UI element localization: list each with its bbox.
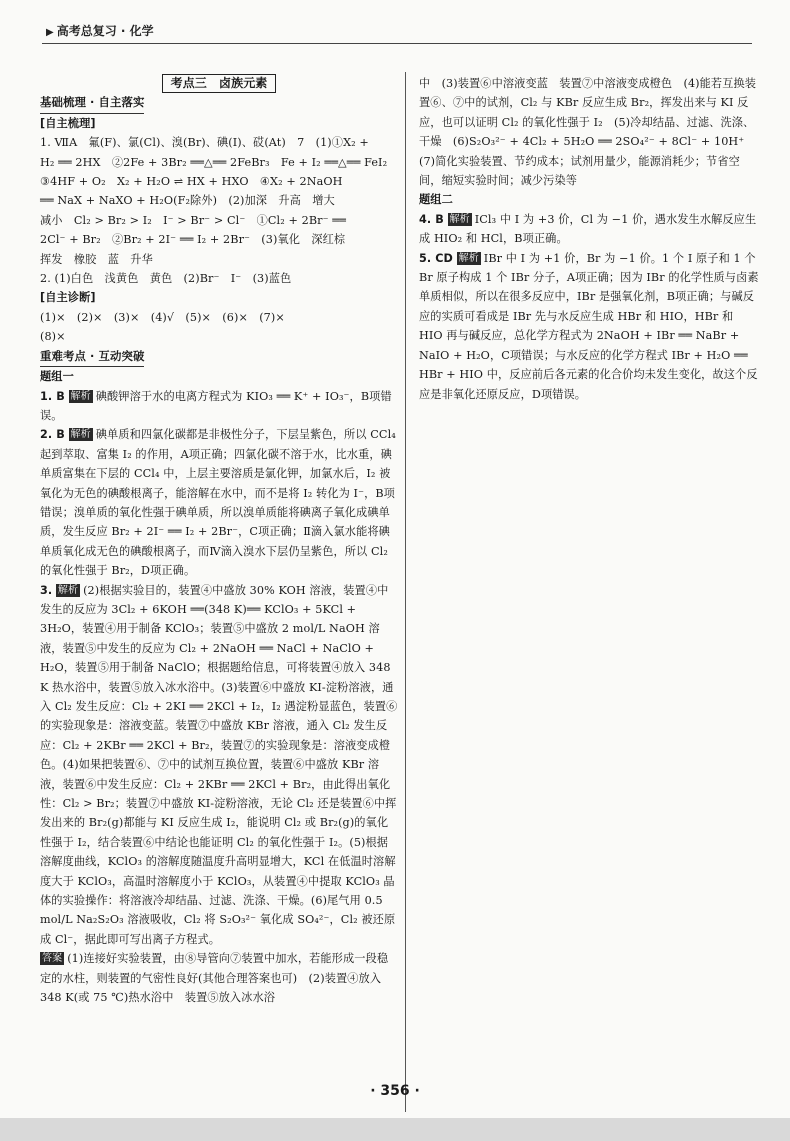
answer-line: H₂ ══ 2HX ②2Fe + 3Br₂ ══△══ 2FeBr₃ Fe + I₂ ══△══ FeI₂ — [40, 155, 388, 169]
header-title: 高考总复习 · 化学 — [56, 24, 154, 38]
answer-tag: 答案 — [42, 953, 63, 965]
page-number: · 356 · — [370, 1083, 420, 1099]
header-rule — [42, 43, 752, 44]
question-3 — [40, 581, 398, 950]
analysis-tag: 解析 — [57, 584, 79, 596]
analysis-tag: 解析 — [70, 429, 91, 441]
answer-line: 挥发 橡胶 蓝 升华 — [40, 252, 153, 266]
column-divider — [405, 72, 406, 1112]
right-column — [419, 74, 759, 404]
answer-line: 2Cl⁻ + Br₂ ②Br₂ + 2I⁻ ══ I₂ + 2Br⁻ (3)氧化 深红棕 — [40, 233, 346, 247]
answer-line: ③4HF + O₂ X₂ + H₂O ⇌ HX + HXO ④X₂ + 2NaOH — [40, 175, 343, 189]
analysis-tag: 解析 — [458, 252, 479, 264]
diagnosis-line: (8)× — [40, 330, 66, 344]
answer-line: ══ NaX + NaXO + H₂O(F₂除外) (2)加深 升高 增大 — [40, 194, 335, 208]
group-one-label: 题组一 — [40, 370, 74, 384]
footer-band — [0, 1118, 790, 1141]
question-number: 1. B — [40, 389, 65, 403]
question-number: 2. B — [40, 428, 65, 442]
heading-key-points: 重难考点 · 互动突破 — [40, 347, 144, 367]
sub-self-diagnosis: [自主诊断] — [40, 291, 96, 305]
answer-3 — [40, 949, 398, 1007]
analysis-tag: 解析 — [70, 390, 91, 402]
question-number: 3. — [40, 583, 53, 597]
answer-text: (1)连接好实验装置，由⑧导管向⑦装置中加水，若能形成一段稳定的水柱，则装置的气密性良好(其他合理答案也可) (2)装置④放入 348 K(或 75 ℃)热水浴中 装置⑤放入冰水浴 — [40, 952, 389, 1005]
question-text: (2)根据实验目的，装置④中盛放 30% KOH 溶液，装置④中发生的反应为 3Cl₂ + 6KOH ══(348 K)══ KClO₃ + 5KCl + 3H₂O，装置④用于制备 KClO₃；装置⑤中盛放 2 mol/L NaOH 溶液，装置⑤中发生的反应为 Cl₂ + 2NaOH ══ NaCl + NaClO + H₂O，装置⑤用于制备 NaClO；根据题给信息，可将装置④放入 348 K 热水浴中，装置⑤放入冰水浴中。(3)装置⑥中盛放 KI-淀粉溶液，通入 Cl₂ 发生反应：Cl₂ + 2KI ══ 2KCl + I₂，I₂ 遇淀粉显蓝色，装置⑥的实验现象是：溶液变蓝。装置⑦中盛放 KBr 溶液，通入 Cl₂ 发生反应：Cl₂ + 2KBr ══ 2KCl + Br₂，装置⑦的实验现象是：溶液变成橙色。(4)如果把装置⑥、⑦中的试剂互换位置，装置⑥中盛放 KBr 溶液，装置⑥中发生反应：Cl₂ + 2KBr ══ 2KCl + Br₂，由此得出氧化性：Cl₂ > Br₂；装置⑦中盛放 KI-淀粉溶液，无论 Cl₂ 还是装置⑥中挥发出来的 Br₂(g)都能与 KI 反应生成 I₂，能说明 Cl₂ 或 Br₂(g)的氧化性强于 I₂，结合装置⑥中结论也能证明 Cl₂ 的氧化性强于 I₂。(5)根据溶解度曲线，KClO₃ 的溶解度随温度升高明显增大，KCl 在低温时溶解度大于 KClO₃，高温时溶解度小于 KClO₃，从装置④中提取 KClO₃ 晶体的实验操作：将溶液冷却结晶、过滤、洗涤、干燥。(6)尾气用 0.5 mol/L Na₂S₂O₃ 溶液吸收，Cl₂ 将 S₂O₃²⁻ 氧化成 SO₄²⁻，Cl₂ 被还原成 Cl⁻，据此即可写出离子方程式。 — [40, 583, 398, 946]
question-4 — [419, 210, 759, 249]
running-header — [46, 22, 746, 39]
answer-line: 1. ⅦA 氟(F)、氯(Cl)、溴(Br)、碘(I)、砹(At) 7 (1)①X₂ + — [40, 136, 369, 150]
section-title-box — [40, 74, 398, 93]
left-column — [40, 74, 398, 1008]
section-title: 考点三 卤族元素 — [162, 74, 277, 93]
question-number: 5. CD — [419, 251, 453, 265]
question-1 — [40, 387, 398, 426]
question-text: 碘单质和四氯化碳都是非极性分子，下层呈紫色，所以 CCl₄ 起到萃取、富集 I₂ 的作用，A项正确；四氯化碳不溶于水，比水重，碘单质富集在下层的 CCl₄ 中，上层主要溶质是氯化钾，加氯水后，I₂ 被氧化为无色的碘酸根离子，能溶解在水中，而不是将 I₂ 转化为 I⁻，B项错误；溴单质的氧化性强于碘单质，所以溴单质能将碘离子氧化成碘单质，发生反应 Br₂ + 2I⁻ ══ I₂ + 2Br⁻，C项正确；Ⅱ滴入氯水能将碘单质氧化成无色的碘酸根离子，而Ⅳ滴入溴水下层仍呈紫色，所以 Cl₂ 的氧化性强于 Br₂，D项正确。 — [40, 428, 396, 578]
question-number: 4. B — [419, 212, 444, 226]
sub-self-review: [自主梳理] — [40, 116, 96, 130]
question-text: IBr 中 I 为 +1 价，Br 为 −1 价。1 个 I 原子和 1 个 Br 原子构成 1 个 IBr 分子，A项正确；因为 IBr 的化学性质与卤素单质相似，所以在很多反应中，IBr 是强氧化剂，B项正确；与碱反应的实质可看成是 IBr 先与水反应生成 HBr 和 HIO，HBr 和 HIO 再与碱反应，总化学方程式为 2NaOH + IBr ══ NaBr + NaIO + H₂O，C项错误；与水反应的化学方程式 IBr + H₂O ══ HBr + HIO 中，反应前后各元素的化合价均未发生变化，故这个反应是非氧化还原反应，D项错误。 — [419, 251, 759, 401]
group-two-label: 题组二 — [419, 193, 453, 207]
answer-line: 2. (1)白色 浅黄色 黄色 (2)Br⁻ I⁻ (3)蓝色 — [40, 272, 292, 286]
question-5 — [419, 249, 759, 404]
triangle-marker-icon: ▶ — [46, 27, 54, 38]
analysis-tag: 解析 — [449, 213, 470, 225]
answer-line: 减小 Cl₂ > Br₂ > I₂ I⁻ > Br⁻ > Cl⁻ ①Cl₂ + 2Br⁻ ══ — [40, 213, 346, 227]
diagnosis-line: (1)× (2)× (3)× (4)√ (5)× (6)× (7)× — [40, 310, 285, 324]
question-text: ICl₃ 中 I 为 +3 价，Cl 为 −1 价，遇水发生水解反应生成 HIO₂ 和 HCl，B项正确。 — [419, 212, 757, 246]
heading-basic-review: 基础梳理 · 自主落实 — [40, 93, 144, 113]
answer-3-continued: 中 (3)装置⑥中溶液变蓝 装置⑦中溶液变成橙色 (4)能若互换装置⑥、⑦中的试剂，Cl₂ 与 KBr 反应生成 Br₂，挥发出来与 KI 反应，也可以证明 Cl₂ 的氧化性强于 I₂ (5)冷却结晶、过滤、洗涤、干燥 (6)S₂O₃²⁻ + 4Cl₂ + 5H₂O ══ 2SO₄²⁻ + 8Cl⁻ + 10H⁺ (7)简化实验装置、节约成本；试剂用量少，能源消耗少；节省空间，缩短实验时间；减少污染等 — [419, 77, 757, 188]
question-2 — [40, 425, 398, 580]
question-text: 碘酸钾溶于水的电离方程式为 KIO₃ ══ K⁺ + IO₃⁻，B项错误。 — [40, 389, 392, 422]
